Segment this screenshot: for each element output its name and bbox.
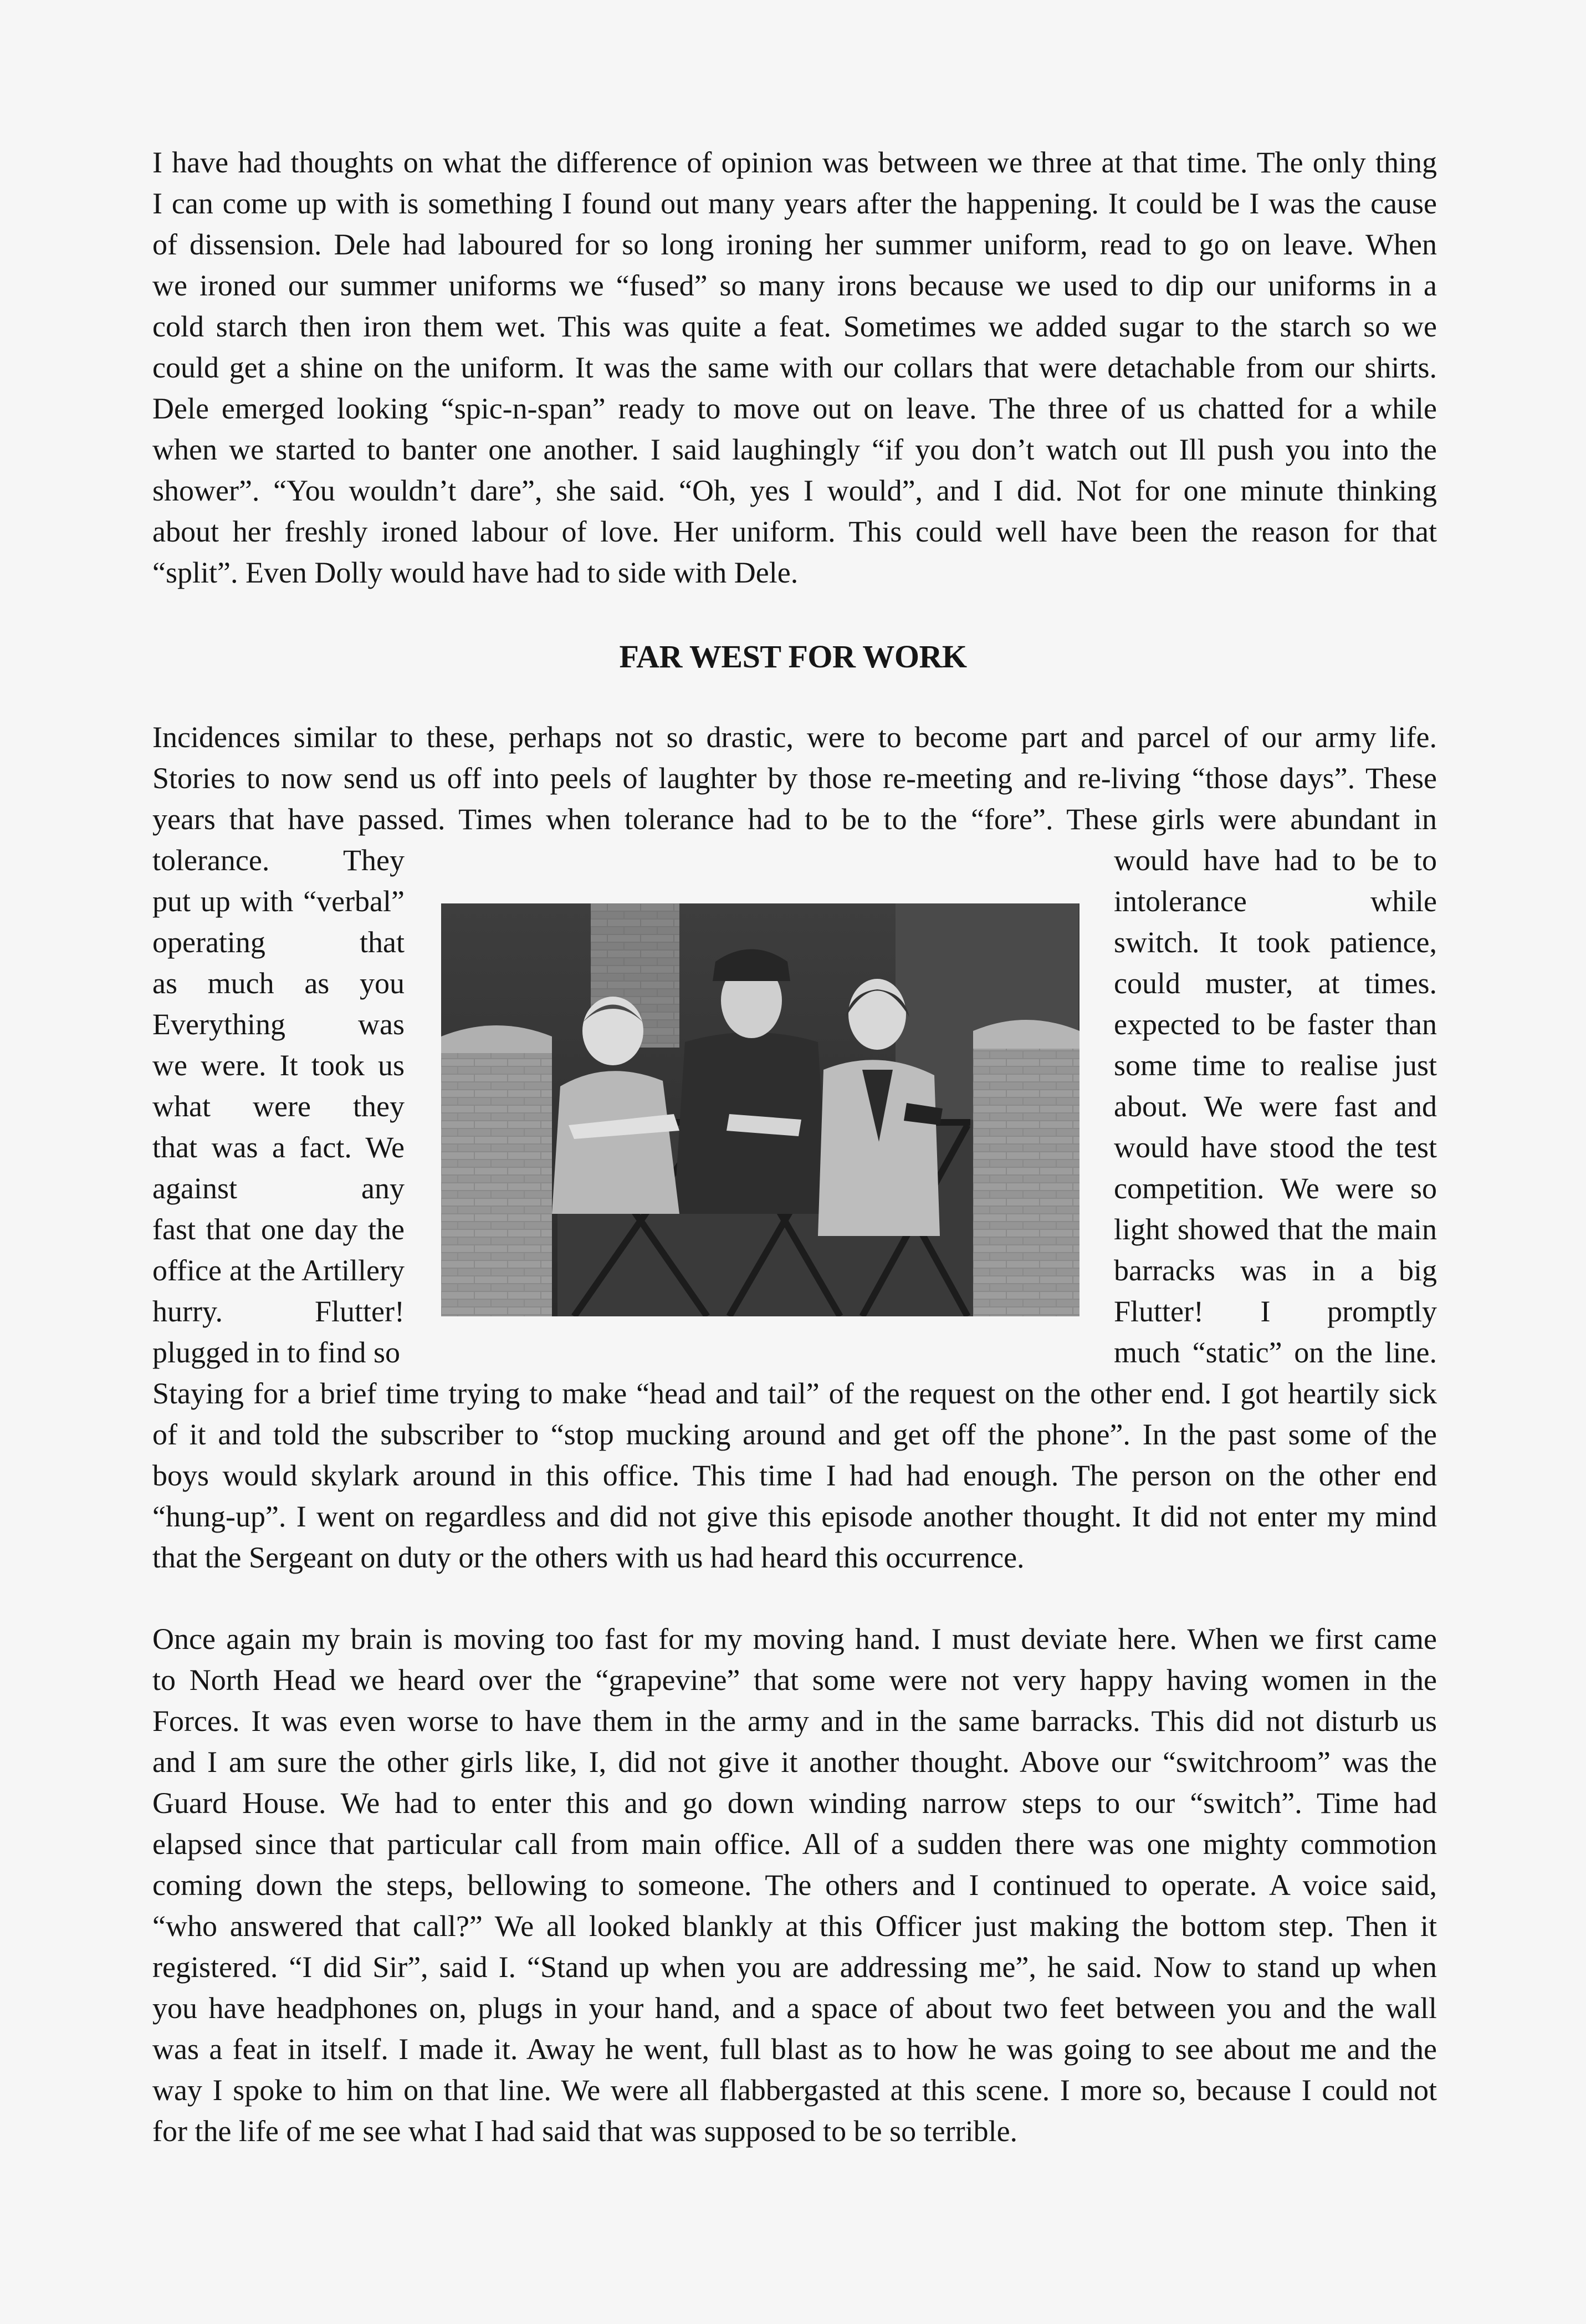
text-line: Once again my brain is moving too fast for my moving hand. I must deviate here. When we first came bbox=[152, 1622, 1437, 1656]
text-line: of it and told the subscriber to “stop mucking around and get off the phone”. In the past some of the bbox=[152, 1418, 1437, 1451]
text-line: we were. It took us bbox=[152, 1049, 405, 1082]
text-line: that the Sergeant on duty or the others with us had heard this occurrence. bbox=[152, 1541, 1025, 1574]
text-line: Guard House. We had to enter this and go down winding narrow steps to our “switch”. Time had bbox=[152, 1786, 1437, 1820]
text-line: as much as you bbox=[152, 967, 405, 1000]
text-line: light showed that the main bbox=[1114, 1213, 1437, 1246]
text-line: registered. “I did Sir”, said I. “Stand up when you are addressing me”, he said. Now to stand up when bbox=[152, 1950, 1437, 1984]
text-line: “hung-up”. I went on regardless and did not give this episode another thought. It did not enter my mind bbox=[152, 1500, 1437, 1533]
text-line: we ironed our summer uniforms we “fused” so many irons because we used to dip our uniforms in a bbox=[152, 269, 1437, 302]
text-line: cold starch then iron them wet. This was quite a feat. Sometimes we added sugar to the starch so we bbox=[152, 310, 1437, 343]
text-line: some time to realise just bbox=[1114, 1049, 1437, 1082]
paragraph-3 bbox=[152, 1618, 1437, 2152]
historical-photo bbox=[441, 903, 1079, 1316]
text-line: shower”. “You wouldn’t dare”, she said. “Oh, yes I would”, and I did. Not for one minute thinking bbox=[152, 474, 1437, 507]
text-line: hurry. Flutter! bbox=[152, 1295, 405, 1328]
text-line: what were they bbox=[152, 1090, 405, 1123]
text-line: “who answered that call?” We all looked blankly at this Officer just making the bottom step. Then it bbox=[152, 1909, 1437, 1943]
paragraph-2-bottom bbox=[152, 1373, 1437, 1578]
text-line: for the life of me see what I had said that was supposed to be so terrible. bbox=[152, 2114, 1018, 2148]
text-line: Forces. It was even worse to have them in the army and in the same barracks. This did not disturb us bbox=[152, 1704, 1437, 1738]
text-line: plugged in to find so bbox=[152, 1336, 400, 1369]
text-line: fast that one day the bbox=[152, 1213, 405, 1246]
text-line: barracks was in a big bbox=[1114, 1254, 1437, 1287]
text-line: switch. It took patience, bbox=[1114, 926, 1437, 959]
text-line: about. We were fast and bbox=[1114, 1090, 1437, 1123]
text-line: was a feat in itself. I made it. Away he went, full blast as to how he was going to see about me and the bbox=[152, 2032, 1437, 2066]
text-line: operating that bbox=[152, 926, 405, 959]
text-line: tolerance. They bbox=[152, 844, 405, 877]
text-line: against any bbox=[152, 1172, 405, 1205]
text-line: put up with “verbal” bbox=[152, 885, 405, 918]
text-line: when we started to banter one another. I said laughingly “if you don’t watch out Ill push you into the bbox=[152, 433, 1437, 466]
text-line: elapsed since that particular call from main office. All of a sudden there was one mighty commotion bbox=[152, 1827, 1437, 1861]
section-heading: FAR WEST FOR WORK bbox=[619, 639, 967, 675]
text-line: I have had thoughts on what the difference of opinion was between we three at that time. The only thing bbox=[152, 146, 1437, 179]
text-line: Dele emerged looking “spic-n-span” ready to move out on leave. The three of us chatted for a while bbox=[152, 392, 1437, 425]
text-line: would have stood the test bbox=[1114, 1131, 1437, 1164]
text-line: Flutter! I promptly bbox=[1114, 1295, 1437, 1328]
paragraph-2-left-column bbox=[152, 840, 405, 1373]
text-line: Everything was bbox=[152, 1008, 405, 1041]
text-line: would have had to be to bbox=[1114, 844, 1437, 877]
text-line: you have headphones on, plugs in your hand, and a space of about two feet between you and the wall bbox=[152, 1991, 1437, 2025]
text-line: could get a shine on the uniform. It was the same with our collars that were detachable from our shirts. bbox=[152, 351, 1437, 384]
paragraph-1 bbox=[152, 142, 1437, 593]
text-line: Staying for a brief time trying to make “head and tail” of the request on the other end. I got heartily sick bbox=[152, 1377, 1437, 1410]
text-line: Stories to now send us off into peels of laughter by those re-meeting and re-living “those days”. These bbox=[152, 762, 1437, 795]
text-line: and I am sure the other girls like, I, did not give it another thought. Above our “switchroom” was the bbox=[152, 1745, 1437, 1779]
text-line: much “static” on the line. bbox=[1114, 1336, 1437, 1369]
text-line: of dissension. Dele had laboured for so long ironing her summer uniform, read to go on leave. When bbox=[152, 228, 1437, 261]
text-line: that was a fact. We bbox=[152, 1131, 405, 1164]
text-line: coming down the steps, bellowing to someone. The others and I continued to operate. A voice said, bbox=[152, 1868, 1437, 1902]
text-line: about her freshly ironed labour of love. Her uniform. This could well have been the reason for that bbox=[152, 515, 1437, 548]
text-line: years that have passed. Times when tolerance had to be to the “fore”. These girls were abundant in bbox=[152, 803, 1437, 836]
text-line: intolerance while bbox=[1114, 885, 1437, 918]
text-line: to North Head we heard over the “grapevine” that some were not very happy having women in the bbox=[152, 1663, 1437, 1697]
text-line: way I spoke to him on that line. We were all flabbergasted at this scene. I more so, because I could not bbox=[152, 2073, 1437, 2107]
photo-illustration bbox=[441, 903, 1079, 1316]
text-line: office at the Artillery bbox=[152, 1254, 405, 1287]
text-line: could muster, at times. bbox=[1114, 967, 1437, 1000]
text-line: expected to be faster than bbox=[1114, 1008, 1437, 1041]
text-line: “split”. Even Dolly would have had to side with Dele. bbox=[152, 556, 799, 589]
paragraph-2-right-column bbox=[1114, 840, 1437, 1373]
paragraph-2-top bbox=[152, 717, 1437, 840]
text-line: competition. We were so bbox=[1114, 1172, 1437, 1205]
text-line: I can come up with is something I found out many years after the happening. It could be I was the cause bbox=[152, 187, 1437, 220]
text-line: boys would skylark around in this office. This time I had had enough. The person on the other end bbox=[152, 1459, 1437, 1492]
text-line: Incidences similar to these, perhaps not so drastic, were to become part and parcel of our army life. bbox=[152, 721, 1437, 754]
